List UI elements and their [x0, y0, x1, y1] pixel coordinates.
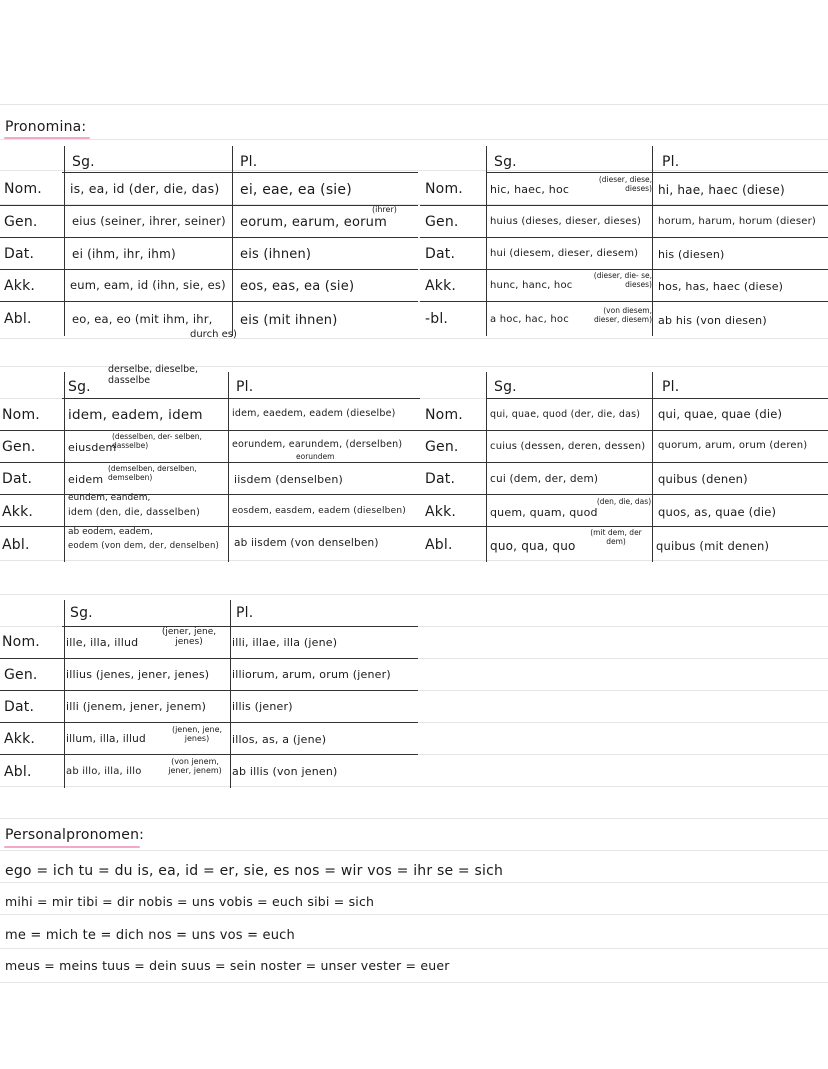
cell-sg: ei (ihm, ihr, ihm) [72, 247, 176, 261]
cell-pl: illis (jener) [232, 700, 293, 713]
cell-pl: illi, illae, illa (jene) [232, 636, 338, 649]
case-label: Dat. [425, 471, 456, 487]
case-label: Gen. [4, 214, 38, 230]
case-label: Dat. [4, 246, 35, 262]
cell-sg: illum, illa, illud [66, 733, 146, 745]
case-label: Dat. [2, 471, 33, 487]
personal-line: me = mich te = dich nos = uns vos = euch [5, 928, 295, 943]
case-label: Gen. [4, 667, 38, 683]
col-header-sg: Sg. [494, 154, 517, 170]
cell-pl: quibus (denen) [658, 472, 748, 486]
cell-sg: a hoc, hac, hoc [490, 314, 569, 325]
cell-pl: qui, quae, quae (die) [658, 407, 783, 421]
col-header-pl: Pl. [240, 154, 258, 170]
case-label: Akk. [425, 278, 457, 294]
heading-pronomina: Pronomina: [5, 119, 87, 135]
cell-sg-note: durch es) [190, 329, 237, 340]
case-label: Akk. [425, 504, 457, 520]
case-label: Nom. [425, 407, 463, 423]
cell-sg: cui (dem, der, dem) [490, 473, 599, 485]
case-label: Abl. [4, 764, 32, 780]
cell-pl: idem, eaedem, eadem (dieselbe) [232, 408, 396, 419]
cell-sg: quem, quam, quod [490, 506, 598, 519]
case-label: Abl. [4, 311, 32, 327]
col-header-sg: Sg. [494, 379, 517, 395]
cell-sg: hunc, hanc, hoc [490, 280, 573, 291]
cell-pl: quorum, arum, orum (deren) [658, 440, 808, 451]
cell-pl: eorundem, earundem, (derselben) [232, 439, 403, 450]
case-label: Nom. [4, 181, 42, 197]
case-label: Nom. [425, 181, 463, 197]
cell-sg-note: (desselben, der- selben, dasselbe) [112, 432, 202, 450]
col-header-sg: Sg. [72, 154, 95, 170]
cell-sg-pre: ab eodem, eadem, [68, 527, 153, 537]
cell-sg: huius (dieses, dieser, dieses) [490, 216, 642, 227]
cell-sg: eum, eam, id (ihn, sie, es) [70, 278, 226, 292]
case-label: Akk. [4, 731, 36, 747]
cell-sg: eo, ea, eo (mit ihm, ihr, [72, 312, 213, 326]
personal-line: ego = ich tu = du is, ea, id = er, sie, es nos = wir vos = ihr se = sich [5, 863, 504, 879]
cell-pl: eis (mit ihnen) [240, 313, 338, 328]
cell-sg-note: (mit dem, der dem) [590, 528, 642, 546]
cell-sg: ille, illa, illud [66, 636, 139, 649]
cell-pl: eosdem, easdem, eadem (dieselben) [232, 506, 406, 516]
case-label: Dat. [4, 699, 35, 715]
cell-sg-note: (demselben, derselben, demselben) [108, 464, 197, 482]
cell-pl-note: (ihrer) [372, 205, 397, 214]
cell-sg: eiusdem [68, 441, 117, 454]
col-header-pl: Pl. [662, 154, 680, 170]
case-label: Akk. [2, 504, 34, 520]
case-label: Dat. [425, 246, 456, 262]
cell-pl: hos, has, haec (diese) [658, 280, 784, 293]
cell-sg: quo, qua, quo [490, 539, 576, 553]
cell-pl: eorum, earum, eorum [240, 215, 387, 230]
col-header-pl: Pl. [662, 379, 680, 395]
cell-pl: hi, hae, haec (diese) [658, 183, 785, 197]
cell-pl: ab illis (von jenen) [232, 765, 338, 778]
cell-sg-note: (dieser, diese, dieses) [598, 175, 652, 193]
case-label: Gen. [425, 214, 459, 230]
cell-pl: ab his (von diesen) [658, 314, 767, 327]
heading-underline [4, 137, 90, 139]
cell-sg: eodem (von dem, der, denselben) [68, 541, 220, 551]
cell-sg-note: (von diesem, dieser, diesem) [593, 306, 652, 324]
cell-pl: eis (ihnen) [240, 247, 312, 262]
cell-sg: eidem [68, 473, 104, 486]
col-header-sg-note: derselbe, dieselbe, dasselbe [108, 364, 198, 386]
case-label: Akk. [4, 278, 36, 294]
cell-pl: horum, harum, horum (dieser) [658, 216, 816, 227]
cell-pl: his (diesen) [658, 248, 725, 261]
cell-pl: ei, eae, ea (sie) [240, 182, 352, 198]
cell-sg: idem (den, die, dasselben) [68, 507, 201, 518]
cell-sg-note: (von jenem, jener, jenem) [168, 757, 222, 775]
cell-sg: hui (diesem, dieser, diesem) [490, 248, 639, 259]
cell-sg: is, ea, id (der, die, das) [70, 181, 220, 196]
col-header-sg: Sg. [70, 605, 93, 621]
personal-line: mihi = mir tibi = dir nobis = uns vobis = euch sibi = sich [5, 894, 375, 909]
cell-pl: illiorum, arum, orum (jener) [232, 668, 391, 681]
cell-sg: idem, eadem, idem [68, 407, 203, 423]
case-label: Gen. [425, 439, 459, 455]
cell-sg: eius (seiner, ihrer, seiner) [72, 214, 226, 228]
col-header-pl: Pl. [236, 605, 254, 621]
cell-sg: ab illo, illa, illo [66, 766, 142, 777]
cell-pl: quos, as, quae (die) [658, 505, 777, 519]
cell-sg: illi (jenem, jener, jenem) [66, 700, 207, 713]
heading-underline [4, 846, 140, 848]
cell-pl: eos, eas, ea (sie) [240, 279, 355, 294]
case-label: Nom. [2, 407, 40, 423]
case-label: Nom. [2, 634, 40, 650]
heading-personalpronomen: Personalpronomen: [5, 827, 145, 843]
cell-pl: quibus (mit denen) [656, 539, 770, 553]
cell-pl: iisdem (denselben) [234, 473, 343, 486]
personal-line: meus = meins tuus = dein suus = sein noster = unser vester = euer [5, 958, 450, 973]
case-label: Abl. [2, 537, 30, 553]
cell-pl: illos, as, a (jene) [232, 733, 327, 746]
case-label: -bl. [425, 311, 449, 327]
cell-pl-note: eorundem [296, 452, 335, 461]
cell-sg: hic, haec, hoc [490, 183, 570, 196]
case-label: Gen. [2, 439, 36, 455]
col-header-pl: Pl. [236, 379, 254, 395]
cell-sg: cuius (dessen, deren, dessen) [490, 441, 646, 452]
cell-sg-note: (dieser, die- se, dieses) [593, 271, 652, 289]
cell-sg-note: (jener, jene, jenes) [161, 627, 217, 647]
cell-sg-note: (jenen, jene, jenes) [171, 725, 223, 743]
cell-sg: qui, quae, quod (der, die, das) [490, 409, 641, 420]
cell-sg-note: (den, die, das) [596, 497, 652, 506]
col-header-sg: Sg. [68, 379, 91, 395]
case-label: Abl. [425, 537, 453, 553]
cell-sg: illius (jenes, jener, jenes) [66, 668, 210, 681]
cell-sg-pre: eundem, eandem, [68, 493, 151, 503]
cell-pl: ab iisdem (von denselben) [234, 537, 379, 549]
